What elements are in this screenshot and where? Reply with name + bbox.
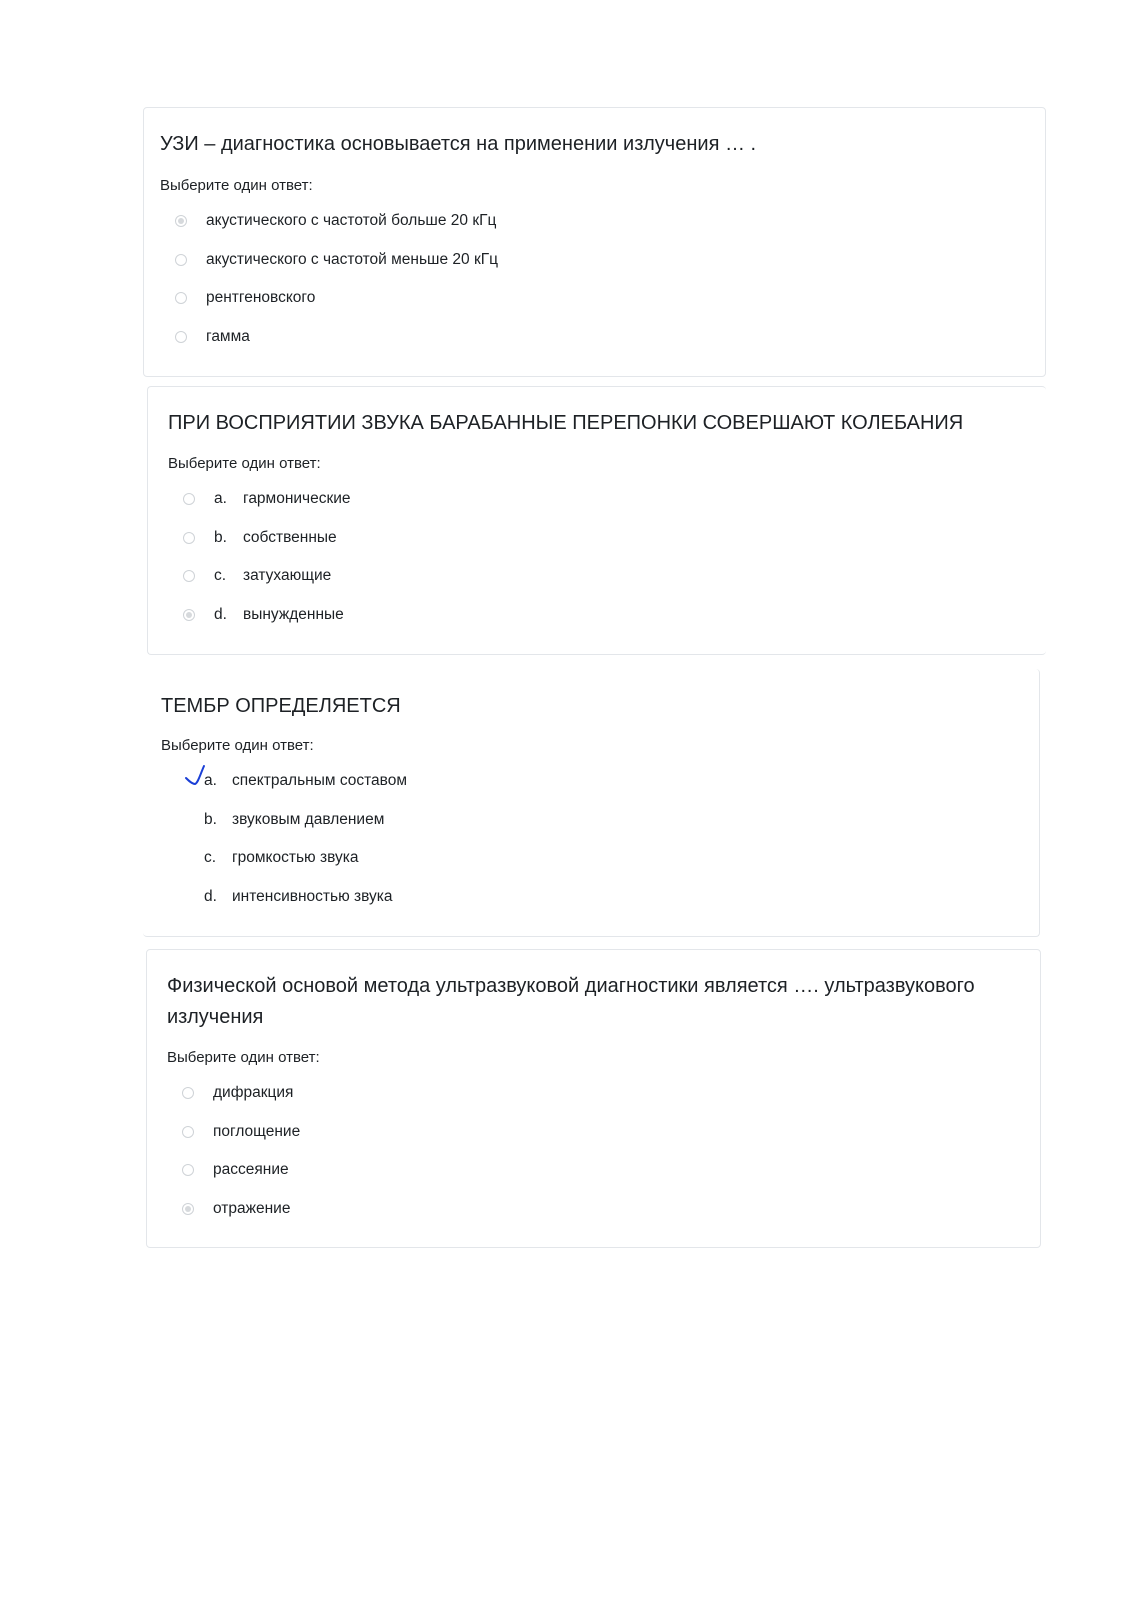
answer-label: рентгеновского	[206, 289, 316, 306]
radio-button[interactable]	[182, 1203, 194, 1215]
answer-label: гармонические	[243, 490, 351, 507]
radio-button[interactable]	[183, 609, 195, 621]
question-card-3	[143, 669, 1040, 937]
answer-label: акустического с частотой меньше 20 кГц	[206, 250, 499, 268]
answer-option-2[interactable]	[182, 1122, 300, 1161]
answer-option-b[interactable]	[204, 810, 407, 849]
answer-label: вынужденные	[243, 605, 344, 623]
answer-list	[175, 211, 498, 365]
answer-list	[182, 1083, 300, 1237]
answer-prompt: Выберите один ответ:	[168, 455, 321, 472]
answer-option-1[interactable]	[175, 211, 498, 250]
checkmark-icon	[184, 763, 212, 791]
radio-button[interactable]	[182, 1164, 194, 1176]
radio-button[interactable]	[182, 1087, 194, 1099]
answer-option-b[interactable]	[183, 528, 351, 567]
radio-button[interactable]	[182, 1126, 194, 1138]
answer-option-c[interactable]	[183, 566, 351, 605]
question-card-4	[146, 949, 1041, 1248]
answer-option-d[interactable]	[183, 605, 351, 644]
question-text-line-2: излучения	[167, 1006, 264, 1028]
question-text: ПРИ ВОСПРИЯТИИ ЗВУКА БАРАБАННЫЕ ПЕРЕПОНКИ СОВЕРШАЮТ КОЛЕБАНИЯ	[168, 412, 964, 434]
answer-letter: b.	[214, 528, 227, 546]
answer-prompt: Выберите один ответ:	[167, 1049, 320, 1066]
answer-label: звуковым давлением	[232, 810, 385, 828]
answer-label: интенсивностью звука	[232, 887, 393, 905]
answer-label: громкостью звука	[232, 849, 359, 866]
answer-letter: d.	[204, 887, 217, 905]
answer-option-4[interactable]	[182, 1199, 300, 1238]
answer-option-a[interactable]	[183, 489, 351, 528]
answer-label: затухающие	[243, 567, 332, 584]
answer-letter: b.	[204, 810, 217, 828]
answer-label: акустического с частотой больше 20 кГц	[206, 212, 497, 229]
answer-option-3[interactable]	[175, 288, 498, 327]
question-text: УЗИ – диагностика основывается на применении излучения … .	[160, 133, 757, 155]
answer-prompt: Выберите один ответ:	[160, 177, 313, 194]
question-text: ТЕМБР ОПРЕДЕЛЯЕТСЯ	[161, 695, 401, 717]
radio-button[interactable]	[175, 331, 187, 343]
answer-option-d[interactable]	[204, 887, 407, 926]
answer-label: дифракция	[213, 1084, 294, 1101]
radio-button[interactable]	[183, 570, 195, 582]
radio-button[interactable]	[175, 254, 187, 266]
answer-option-a[interactable]	[204, 771, 407, 810]
answer-label: гамма	[206, 327, 250, 345]
radio-button[interactable]	[175, 292, 187, 304]
answer-label: рассеяние	[213, 1161, 289, 1178]
answer-option-c[interactable]	[204, 848, 407, 887]
answer-letter: c.	[214, 567, 227, 584]
radio-button[interactable]	[175, 215, 187, 227]
answer-letter: a.	[214, 490, 227, 507]
question-text-line-1: Физической основой метода ультразвуковой диагностики является …. ультразвукового	[167, 975, 975, 997]
question-card-1	[143, 107, 1046, 377]
question-card-2	[147, 386, 1046, 655]
answer-label: собственные	[243, 528, 337, 546]
answer-letter: d.	[214, 605, 227, 623]
answer-letter: a.	[204, 772, 217, 789]
answer-label: поглощение	[213, 1122, 301, 1140]
answer-label: спектральным составом	[232, 772, 408, 789]
answer-list	[204, 771, 407, 925]
answer-list	[183, 489, 351, 643]
answer-option-2[interactable]	[175, 250, 498, 289]
answer-option-1[interactable]	[182, 1083, 300, 1122]
answer-prompt: Выберите один ответ:	[161, 737, 314, 754]
answer-label: отражение	[213, 1199, 291, 1217]
radio-button[interactable]	[183, 493, 195, 505]
answer-option-4[interactable]	[175, 327, 498, 366]
question-text	[167, 971, 975, 1033]
answer-option-3[interactable]	[182, 1160, 300, 1199]
answer-letter: c.	[204, 849, 217, 866]
radio-button[interactable]	[183, 532, 195, 544]
